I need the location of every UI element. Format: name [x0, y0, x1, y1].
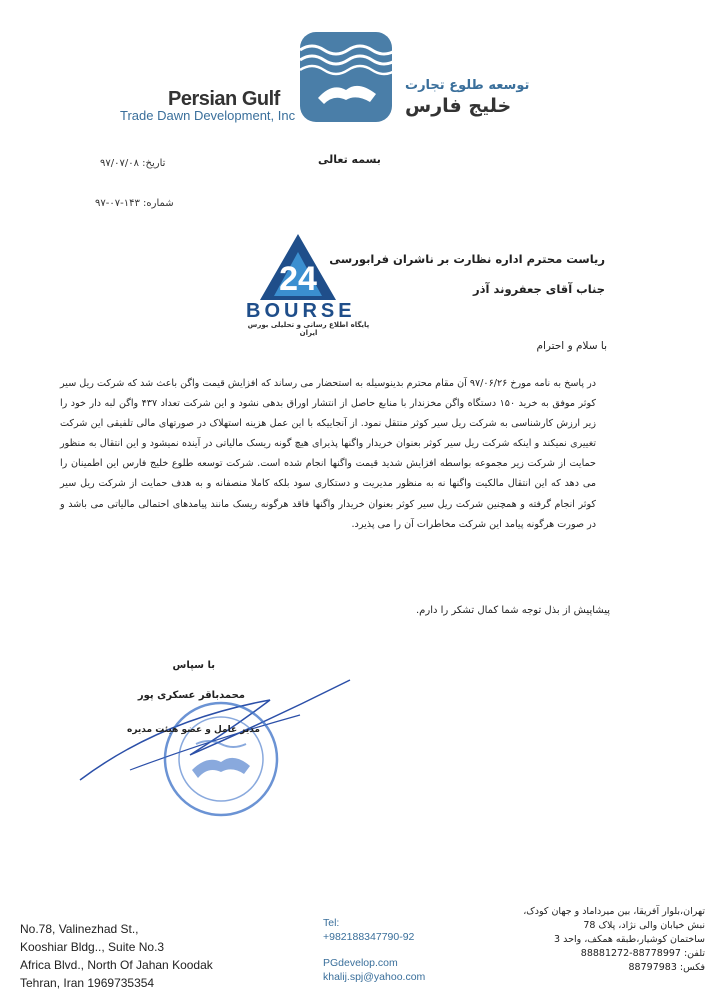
closing-line: پیشاپیش از بذل توجه شما کمال تشکر را دارم.	[416, 605, 610, 616]
signatory-name: محمدباقر عسکری پور	[137, 690, 245, 701]
email-link[interactable]: khalij.spj@yahoo.com	[323, 971, 426, 983]
footer-address-line: تهران،بلوار آفریقا، بین میرداماد و جهان کودک،	[523, 906, 705, 917]
greeting: با سلام و احترام	[536, 340, 607, 352]
company-stamp	[162, 700, 280, 818]
brand-name-persian-line1: توسعه طلوع تجارت	[405, 78, 530, 93]
bismillah: بسمه تعالی	[318, 153, 381, 166]
website-link[interactable]: PGdevelop.com	[323, 957, 398, 969]
bourse-logo-icon	[258, 232, 338, 302]
footer-address-line: Tehran, Iran 1969735354	[20, 976, 155, 990]
footer-address-line: نبش خیابان والی نژاد، پلاک 78	[583, 920, 705, 931]
footer-address-english	[20, 920, 213, 992]
brand-name-persian-line2: خلیج فارس	[405, 95, 512, 117]
letter-body: در پاسخ به نامه مورخ ۹۷/۰۶/۲۶ آن مقام محترم بدینوسیله به استحضار می رساند که افزایش قیمت واگن باعث شد که شرکت ریل سیر کوثر موفق به خرید ۱۵۰ دستگاه واگن مخزندار با منابع حاصل از انتشار اوراق بدهی نشود و این شرکت تعداد ۴۳۷ واگن لبه دار خود را زیر ارزش کارشناسی به شرکت ریل سیر کوثر منتقل نمود. از آنجاییکه با این عمل هزینه استهلاک در صورتهای مالی تلفیقی این شرکت تغییری نمیکند و اینکه شرکت ریل سیر کوثر بعنوان خریدار واگنها پذیرای هیچ گونه ریسک مالیاتی در آینده نمیشود و این انتقال به منظور حمایت از شرکت زیر مجموعه بواسطه افزایش شدید قیمت واگنها انجام شده است. شرکت توسعه طلوع خلیج فارس این اطمینان را می دهد که این انتقال مالکیت واگنها نه به منظور مدیریت و دستکاری سود بلکه کاملا منصفانه و به هدف حمایت از شرکت ریل سیر کوثر انجام گرفته و همچنین شرکت ریل سیر کوثر بعنوان خریدار واگنها فاقد هرگونه ریسک مانند پیامدهای احتمالی مالیاتی می باشد و در صورت هرگونه پیامد این شرکت مخاطرات آن را می پذیرد.	[60, 378, 597, 530]
tel-label: Tel:	[323, 917, 340, 929]
footer-address-line: فکس: 88797983	[628, 962, 705, 973]
brand-name-english: Persian Gulf	[168, 88, 280, 110]
svg-text:24: 24	[279, 260, 317, 298]
tel-number: +982188347790-92	[323, 931, 415, 943]
bourse-logo-subtitle: پایگاه اطلاع رسانی و تحلیلی بورس ایران	[247, 321, 370, 337]
footer-address-persian	[523, 905, 705, 975]
footer-address-line: Africa Blvd., North Of Jahan Koodak	[20, 958, 213, 972]
brand-subtitle-english: Trade Dawn Development, Inc	[120, 108, 296, 123]
footer-contact	[323, 916, 425, 984]
attention-line: جناب آقای جعفروند آذر	[473, 282, 605, 296]
footer-address-line: تلفن: 88778997-88881272	[580, 948, 705, 959]
footer-address-line: ساختمان کوشیار،طبقه همکف، واحد 3	[554, 934, 705, 945]
letter-date: تاریخ: ۹۷/۰۷/۰۸	[100, 158, 166, 169]
company-logo	[300, 32, 392, 122]
signatory-title: مدیر عامل و عضو هیئت مدیره	[127, 725, 260, 735]
letter-number: شماره: ۱۴۳-۰۷-۹۷	[95, 198, 174, 209]
recipient: ریاست محترم اداره نظارت بر ناشران فرابورسی	[329, 252, 605, 266]
footer-address-line: No.78, Valinezhad St.,	[20, 922, 139, 936]
bourse-logo-word: BOURSE	[246, 300, 356, 322]
signature-thanks: با سپاس	[172, 660, 215, 671]
footer-address-line: Kooshiar Bldg.., Suite No.3	[20, 940, 165, 954]
